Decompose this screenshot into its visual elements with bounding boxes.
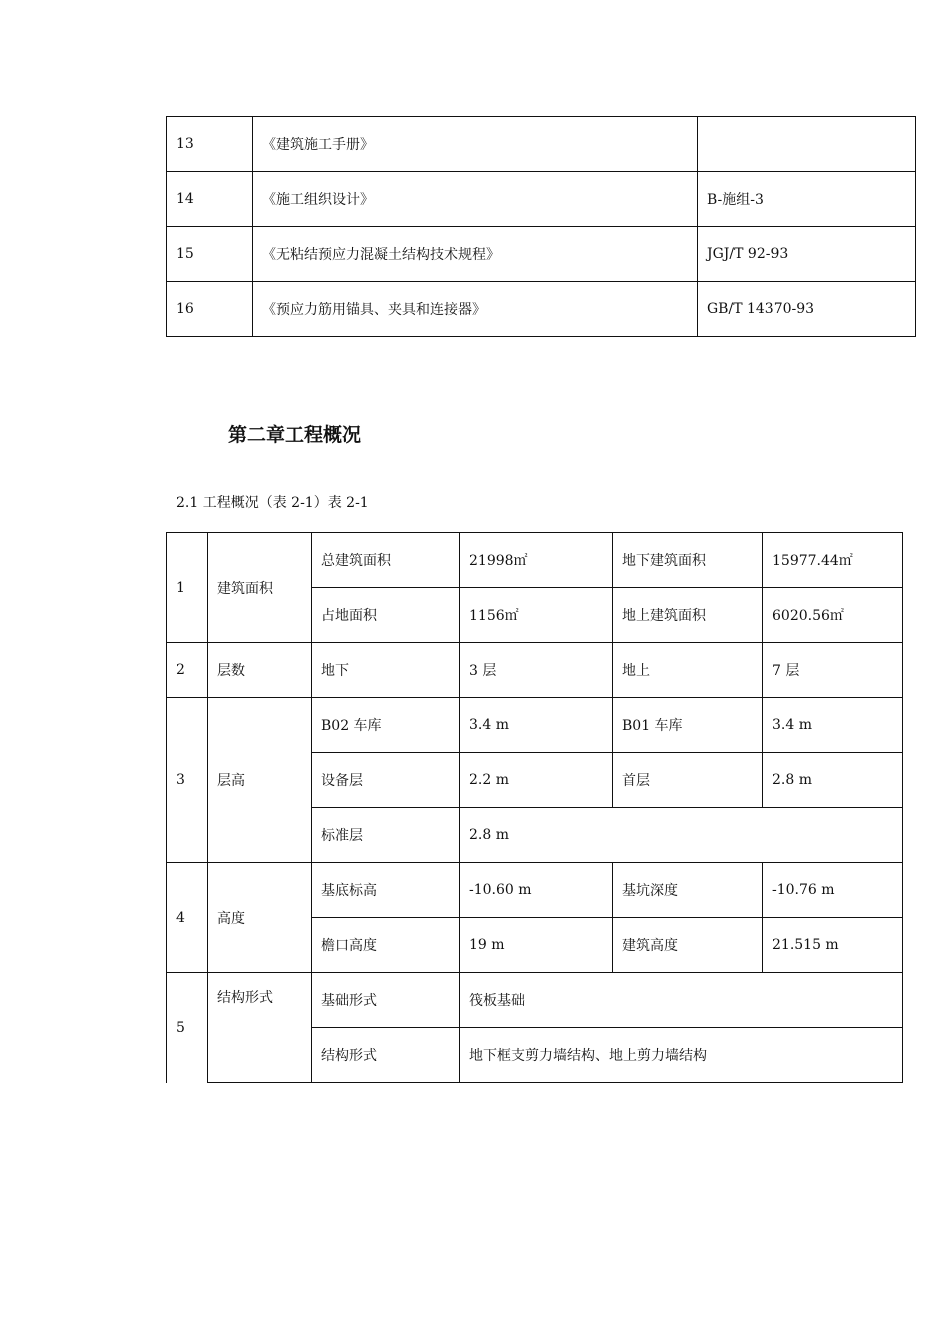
item-key: 地上建筑面积 [613, 588, 763, 643]
item-key: 总建筑面积 [312, 533, 460, 588]
row-number: 13 [167, 117, 253, 172]
standard-title: 《建筑施工手册》 [253, 117, 698, 172]
table-row [167, 863, 903, 918]
item-value: 2.8 m [460, 808, 903, 863]
item-value: -10.60 m [460, 863, 613, 918]
table-row [167, 533, 903, 588]
item-key: 地下建筑面积 [613, 533, 763, 588]
item-key: 基底标高 [312, 863, 460, 918]
item-key: 建筑高度 [613, 918, 763, 973]
table-row [167, 227, 916, 282]
item-key: 结构形式 [312, 1028, 460, 1083]
standard-code: B-施组-3 [698, 172, 916, 227]
item-key: 设备层 [312, 753, 460, 808]
table-caption: 2.1 工程概况（表 2-1）表 2-1 [176, 495, 369, 511]
table-row [167, 172, 916, 227]
standard-title: 《无粘结预应力混凝土结构技术规程》 [253, 227, 698, 282]
row-number: 15 [167, 227, 253, 282]
row-number: 2 [167, 643, 208, 698]
category-label: 建筑面积 [208, 533, 312, 643]
category-label: 层高 [208, 698, 312, 863]
chapter-title: 第二章工程概况 [228, 424, 362, 446]
table-row [167, 973, 903, 1028]
table-row [167, 282, 916, 337]
standard-code: JGJ/T 92-93 [698, 227, 916, 282]
standard-code [698, 117, 916, 172]
item-value: 6020.56㎡ [763, 588, 903, 643]
row-number: 1 [167, 533, 208, 643]
item-value: 7 层 [763, 643, 903, 698]
reference-standards-table [166, 116, 916, 337]
item-key: 占地面积 [312, 588, 460, 643]
table-row [167, 698, 903, 753]
table-row [167, 117, 916, 172]
item-value: 3 层 [460, 643, 613, 698]
standard-title: 《预应力筋用锚具、夹具和连接器》 [253, 282, 698, 337]
category-label: 高度 [208, 863, 312, 973]
item-key: 基础形式 [312, 973, 460, 1028]
category-label: 结构形式 [208, 973, 312, 1083]
category-label: 层数 [208, 643, 312, 698]
item-value: 3.4 m [460, 698, 613, 753]
item-value: 2.2 m [460, 753, 613, 808]
project-overview-table [166, 532, 903, 1083]
standard-title: 《施工组织设计》 [253, 172, 698, 227]
item-key: 标准层 [312, 808, 460, 863]
item-value: 筏板基础 [460, 973, 903, 1028]
row-number: 5 [167, 973, 208, 1083]
table-row [167, 643, 903, 698]
item-key: 檐口高度 [312, 918, 460, 973]
item-value: 21.515 m [763, 918, 903, 973]
item-value: 2.8 m [763, 753, 903, 808]
item-key: 基坑深度 [613, 863, 763, 918]
row-number: 3 [167, 698, 208, 863]
row-number: 14 [167, 172, 253, 227]
item-value: 15977.44㎡ [763, 533, 903, 588]
item-value: 19 m [460, 918, 613, 973]
item-key: B01 车库 [613, 698, 763, 753]
item-value: 3.4 m [763, 698, 903, 753]
item-value: 21998㎡ [460, 533, 613, 588]
row-number: 16 [167, 282, 253, 337]
row-number: 4 [167, 863, 208, 973]
item-value: -10.76 m [763, 863, 903, 918]
item-key: 地下 [312, 643, 460, 698]
item-value: 地下框支剪力墙结构、地上剪力墙结构 [460, 1028, 903, 1083]
item-value: 1156㎡ [460, 588, 613, 643]
standard-code: GB/T 14370-93 [698, 282, 916, 337]
item-key: B02 车库 [312, 698, 460, 753]
item-key: 首层 [613, 753, 763, 808]
item-key: 地上 [613, 643, 763, 698]
